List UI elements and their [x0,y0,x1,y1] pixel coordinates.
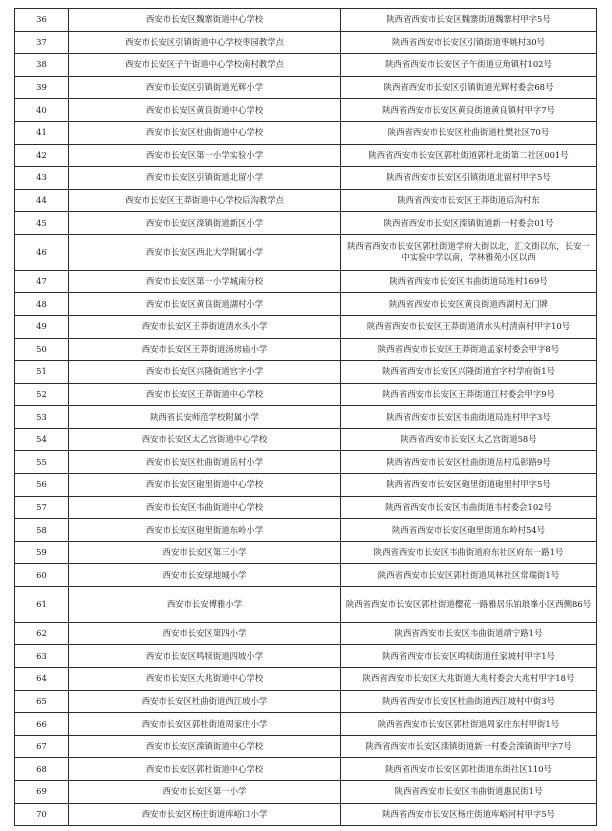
row-number-cell: 45 [15,212,69,235]
school-address-cell: 陕西省西安市长安区韦曲街道韦村委会102号 [341,496,597,519]
table-row [15,315,597,338]
school-address-cell: 陕西省西安市长安区王莽街道江村委会甲字9号 [341,383,597,406]
school-address-cell: 陕西省西安市长安区魏寨街道魏寨村甲字5号 [341,9,597,32]
school-address-cell: 陕西省西安市长安区王莽街道孟家村委会甲字8号 [341,338,597,361]
school-name-cell: 西安市长安区黄良街道中心学校 [69,99,341,122]
school-address-cell: 陕西省西安市长安区滦镇街道新一村委会01号 [341,212,597,235]
school-address-cell: 陕西省西安市长安区砲里街道东岭村54号 [341,519,597,542]
row-number-cell: 60 [15,564,69,587]
table-row [15,496,597,519]
school-address-cell: 陕西省西安市长安区杜曲街道杜樊社区70号 [341,121,597,144]
school-name-cell: 西安市长安区砲里街道中心学校 [69,474,341,497]
school-name-cell: 西安市长安区第三小学 [69,541,341,564]
school-address-cell: 陕西省西安市长安区韦曲街道局连村169号 [341,270,597,293]
school-address-cell: 陕西省西安市长安区郭杜街道樱花一路雅居乐铂琅峯小区西侧86号 [341,587,597,623]
table-row [15,383,597,406]
school-address-cell: 陕西省西安市长安区杜曲街道西江坡村中街3号 [341,690,597,713]
row-number-cell: 50 [15,338,69,361]
school-name-cell: 西安市长安区兴隆街道官字小学 [69,361,341,384]
school-name-cell: 西安市长安区砲里街道东岭小学 [69,519,341,542]
school-address-cell: 陕西省西安市长安区子午街道豆角镇村102号 [341,54,597,77]
row-number-cell: 36 [15,9,69,32]
row-number-cell: 48 [15,293,69,316]
table-row [15,668,597,691]
table-row [15,76,597,99]
school-address-table [14,8,597,826]
table-row [15,293,597,316]
school-name-cell: 西安市长安区第四小学 [69,622,341,645]
table-row [15,735,597,758]
row-number-cell: 68 [15,758,69,781]
row-number-cell: 65 [15,690,69,713]
school-address-cell: 陕西省西安市长安区韦曲街道靖宁路1号 [341,622,597,645]
row-number-cell: 44 [15,189,69,212]
row-number-cell: 66 [15,713,69,736]
school-address-cell: 陕西省西安市长安区韦曲街道府东社区府东一路1号 [341,541,597,564]
row-number-cell: 46 [15,234,69,270]
row-number-cell: 42 [15,144,69,167]
school-name-cell: 陕西省长安师范学校附属小学 [69,406,341,429]
table-row [15,234,597,270]
table-row [15,338,597,361]
table-row [15,144,597,167]
row-number-cell: 40 [15,99,69,122]
table-row [15,212,597,235]
table-body [15,9,597,826]
school-name-cell: 西安市长安区杨庄街道库峪口小学 [69,803,341,826]
table-row [15,54,597,77]
school-name-cell: 西安市长安区王莽街道中心学校 [69,383,341,406]
school-name-cell: 西安市长安区郭杜街道中心学校 [69,758,341,781]
row-number-cell: 54 [15,428,69,451]
table-row [15,99,597,122]
table-row [15,690,597,713]
table-row [15,167,597,190]
table-row [15,803,597,826]
school-name-cell: 西安市长安区黄良街道湖村小学 [69,293,341,316]
table-row [15,361,597,384]
table-row [15,758,597,781]
school-name-cell: 西安市长安区王莽街道清水头小学 [69,315,341,338]
school-address-cell: 陕西省西安市长安区杜曲街道岳村瓜彰路9号 [341,451,597,474]
school-address-cell: 陕西省西安市长安区杨庄街道库峪河村甲字5号 [341,803,597,826]
school-name-cell: 西安市长安区引镇街道中心学校枣园教学点 [69,31,341,54]
school-name-cell: 西安市长安区杜曲街道岳村小学 [69,451,341,474]
row-number-cell: 57 [15,496,69,519]
school-address-cell: 陕西省西安市长安区引镇街道北留村甲字5号 [341,167,597,190]
table-row [15,622,597,645]
school-name-cell: 西安市长安区大兆街道中心学校 [69,668,341,691]
school-name-cell: 西安市长安区魏寨街道中心学校 [69,9,341,32]
table-row [15,9,597,32]
school-address-cell: 陕西省西安市长安区引镇街道光辉村委会68号 [341,76,597,99]
row-number-cell: 47 [15,270,69,293]
school-address-cell: 陕西省西安市长安区郭杜街道周家庄东村甲街1号 [341,713,597,736]
school-address-cell: 陕西省西安市长安区太乙宫街道58号 [341,428,597,451]
school-name-cell: 西安市长安区鸣犊街道四坡小学 [69,645,341,668]
school-address-cell: 陕西省西安市长安区郭杜街道学府大街以北，汇文街以东，长安一中实验中学以南，学林雅苑小区以西 [341,234,597,270]
table-row [15,541,597,564]
row-number-cell: 69 [15,781,69,804]
school-address-cell: 陕西省西安市长安区兴隆街道官字村学府街1号 [341,361,597,384]
table-row [15,270,597,293]
school-address-cell: 陕西省西安市长安区韦曲街道惠民街1号 [341,781,597,804]
school-name-cell: 西安市长安区西北大学附属小学 [69,234,341,270]
table-row [15,31,597,54]
school-name-cell: 西安市长安区第一小学城南分校 [69,270,341,293]
row-number-cell: 58 [15,519,69,542]
school-name-cell: 西安市长安区引镇街道光辉小学 [69,76,341,99]
table-row [15,781,597,804]
row-number-cell: 64 [15,668,69,691]
school-address-cell: 陕西省西安市长安区大兆街道大兆村委会大兆村甲字18号 [341,668,597,691]
school-address-cell: 陕西省西安市长安区砲里街道砲里村甲字5号 [341,474,597,497]
table-row [15,189,597,212]
school-name-cell: 西安市长安区引镇街道北留小学 [69,167,341,190]
school-name-cell: 西安市长安区滦镇街道中心学校 [69,735,341,758]
table-row [15,587,597,623]
row-number-cell: 61 [15,587,69,623]
row-number-cell: 67 [15,735,69,758]
row-number-cell: 39 [15,76,69,99]
row-number-cell: 49 [15,315,69,338]
school-name-cell: 西安市长安绿地城小学 [69,564,341,587]
table-row [15,428,597,451]
school-name-cell: 西安市长安区子午街道中心学校南村教学点 [69,54,341,77]
school-address-cell: 陕西省西安市长安区引镇街道枣姚村30号 [341,31,597,54]
school-address-cell: 陕西省西安市长安区郭杜街道凤林社区常瑞街1号 [341,564,597,587]
row-number-cell: 59 [15,541,69,564]
row-number-cell: 53 [15,406,69,429]
school-name-cell: 西安市长安区滦镇街道新区小学 [69,212,341,235]
school-address-cell: 陕西省西安市长安区王莽街道清水头村清南村甲字10号 [341,315,597,338]
table-row [15,121,597,144]
row-number-cell: 63 [15,645,69,668]
school-address-cell: 陕西省西安市长安区黄良街道黄良镇村甲字7号 [341,99,597,122]
row-number-cell: 37 [15,31,69,54]
school-name-cell: 西安市长安区王莽街道汤房庙小学 [69,338,341,361]
school-address-cell: 陕西省西安市长安区韦曲街道局连村甲字3号 [341,406,597,429]
row-number-cell: 70 [15,803,69,826]
row-number-cell: 56 [15,474,69,497]
table-row [15,519,597,542]
school-name-cell: 西安市长安区韦曲街道中心学校 [69,496,341,519]
school-address-cell: 陕西省西安市长安区王莽街道后沟村东 [341,189,597,212]
school-name-cell: 西安市长安区杜曲街道中心学校 [69,121,341,144]
table-row [15,406,597,429]
row-number-cell: 38 [15,54,69,77]
school-name-cell: 西安市长安区第一小学实验小学 [69,144,341,167]
school-name-cell: 西安市长安区郭杜街道周家庄小学 [69,713,341,736]
row-number-cell: 43 [15,167,69,190]
school-name-cell: 西安市长安区杜曲街道西江坡小学 [69,690,341,713]
row-number-cell: 52 [15,383,69,406]
school-address-cell: 陕西省西安市长安区郭杜街道郭杜北街第二社区001号 [341,144,597,167]
school-address-cell: 陕西省西安市长安区郭杜街道东街社区110号 [341,758,597,781]
table-row [15,713,597,736]
table-row [15,645,597,668]
school-name-cell: 西安市长安区太乙宫街道中心学校 [69,428,341,451]
school-name-cell: 西安市长安博雅小学 [69,587,341,623]
table-row [15,451,597,474]
table-row [15,564,597,587]
table-row [15,474,597,497]
school-address-cell: 陕西省西安市长安区滦镇街道新一村委会滦镇街甲字7号 [341,735,597,758]
row-number-cell: 55 [15,451,69,474]
row-number-cell: 51 [15,361,69,384]
school-name-cell: 西安市长安区王莽街道中心学校后沟教学点 [69,189,341,212]
school-address-cell: 陕西省西安市长安区鸣犊街道任家坡村甲字1号 [341,645,597,668]
school-name-cell: 西安市长安区第一小学 [69,781,341,804]
school-address-cell: 陕西省西安市长安区黄良街道西湖村无门牌 [341,293,597,316]
row-number-cell: 41 [15,121,69,144]
row-number-cell: 62 [15,622,69,645]
